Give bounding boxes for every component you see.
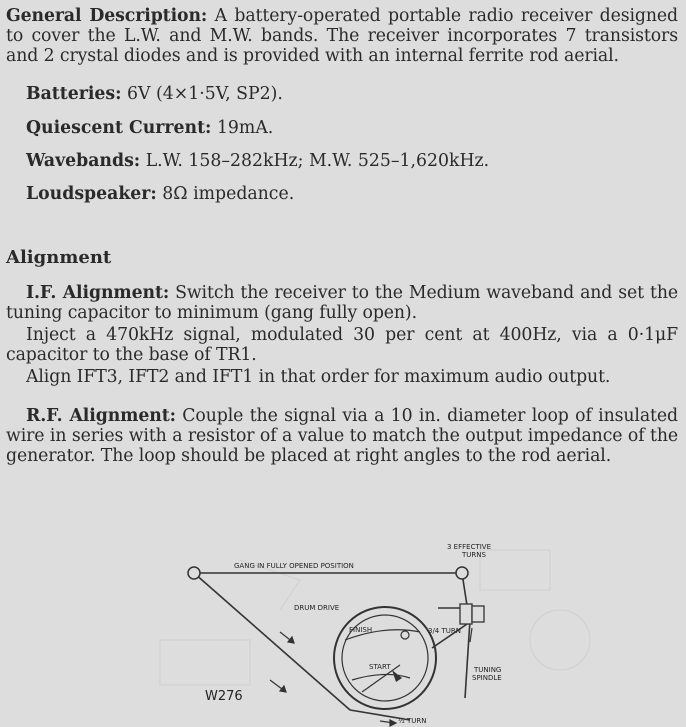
spindle-label: SPINDLE [472,674,502,682]
general-description [6,6,678,66]
gang-label: GANG IN FULLY OPENED POSITION [234,562,354,570]
spec-label: Wavebands: [26,151,141,171]
spec-label: Quiescent Current: [26,118,212,138]
spec-loudspeaker [26,184,294,204]
direction-arrows [270,628,472,726]
rf-alignment-text: Couple the signal via a 10 in. diameter loop of insulated wire in series with a resistor of a value to match the output impedance of the generator. The loop should be placed at right angles to the rod aerial. [6,406,678,466]
figure-code: W276 [205,689,243,704]
spec-batteries [26,84,283,104]
spec-wavebands [26,151,489,171]
half-turn-label: ½ TURN [398,717,427,725]
spec-value: 6V (4×1·5V, SP2). [127,84,283,104]
align-paragraph: Align IFT3, IFT2 and IFT1 in that order for maximum audio output. [26,367,611,387]
three-quarter-turn-label: 3/4 TURN [428,627,461,635]
drum-cord-windings [345,630,420,692]
right-pulley [456,567,468,579]
tuning-label: TUNING [474,666,502,674]
if-alignment-paragraph [6,283,678,323]
spec-value: L.W. 158–282kHz; M.W. 525–1,620kHz. [145,151,490,171]
drum-outer [334,607,436,709]
tuning-spindle-icon [460,604,472,624]
rf-alignment-label: R.F. Alignment: [26,406,176,426]
start-label: START [369,663,391,671]
rf-alignment-paragraph [6,406,678,466]
drum-drive-label: DRUM DRIVE [294,604,340,612]
spec-label: Batteries: [26,84,122,104]
inject-paragraph: Inject a 470kHz signal, modulated 30 per cent at 400Hz, via a 0·1μF capacitor to the base of TR1. [6,325,678,365]
general-description-label: General Description: [6,6,208,26]
spec-value: 8Ω impedance. [162,184,295,204]
if-alignment-label: I.F. Alignment: [26,283,170,303]
turns-label: TURNS [462,551,486,559]
spring-mark [401,631,409,639]
spec-label: Loudspeaker: [26,184,157,204]
left-pulley [188,567,200,579]
effective-label: 3 EFFECTIVE [447,543,492,551]
spec-quiescent-current [26,118,273,138]
spindle-knob-icon [472,606,484,622]
drum-drive-diagram [0,520,686,727]
spec-value: 19mA. [216,118,274,138]
general-description-text: A battery-operated portable radio receiver designed to cover the L.W. and M.W. bands. The receiver incorporates 7 transistors and 2 crystal diodes and is provided with an internal ferrite rod aerial. [6,6,678,66]
if-alignment-text: Switch the receiver to the Medium waveband and set the tuning capacitor to minimum (gang fully open). [6,283,678,323]
alignment-heading: Alignment [6,247,112,268]
finish-label: FINISH [349,626,373,634]
